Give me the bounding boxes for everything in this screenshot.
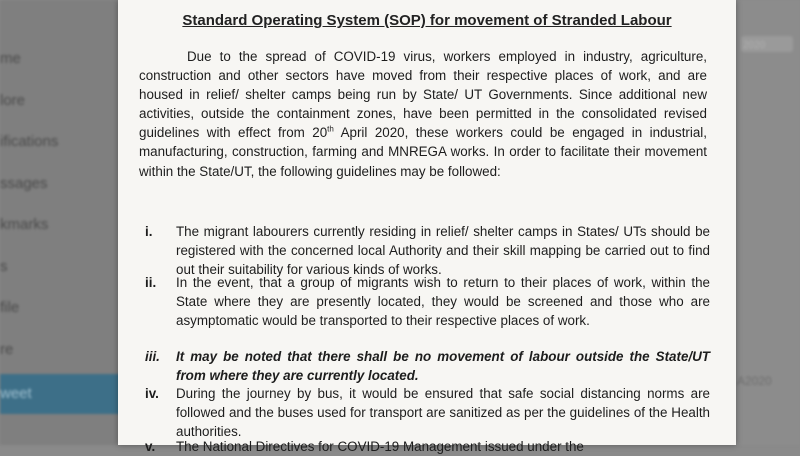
right-panel-code: A2020 bbox=[737, 374, 772, 388]
sidebar-item-profile[interactable]: file bbox=[0, 299, 20, 316]
list-item-number: iii. bbox=[145, 349, 160, 364]
sidebar-item-explore[interactable]: lore bbox=[0, 92, 26, 109]
list-item-text: The migrant labourers currently residing in relief/ shelter camps in States/ UTs should be registered with the concerned local Authority and their skill mapping be carried out to find out their suitability for various kinds of works. bbox=[176, 224, 710, 278]
sidebar-item-messages[interactable]: ssages bbox=[0, 175, 48, 192]
list-item-number: ii. bbox=[145, 275, 157, 290]
intro-text-part1: Due to the spread of COVID-19 virus, workers employed in industry, agriculture, construction and other sectors have moved from their respective places of work, and are housed in relief/ shelter camps being run by State/ UT Governments. Since additional new activities, outside the containment zones, have been permitted in the consolidated revised guidelines with effect from 20 bbox=[139, 49, 707, 141]
document-title: Standard Operating System (SOP) for movement of Stranded Labour bbox=[182, 12, 672, 29]
list-item-number: iv. bbox=[145, 386, 159, 401]
list-item-text: In the event, that a group of migrants wish to return to their places of work, within the State where they are presently located, they would be screened and those who are asymptomatic would be transported to their respective places of work. bbox=[176, 275, 710, 329]
list-item-text: It may be noted that there shall be no movement of labour outside the State/UT from where they are currently located. bbox=[176, 349, 710, 384]
intro-text-part2: April 2020, these workers could be engaged in industrial, manufacturing, construction, farming and MNREGA works. In order to facilitate their movement within the State/UT, the following guidelines may be followed: bbox=[139, 125, 707, 179]
sidebar-item-lists[interactable]: s bbox=[0, 258, 8, 275]
sidebar-item-notifications[interactable]: ifications bbox=[0, 133, 59, 150]
document-page bbox=[118, 0, 736, 454]
sidebar-item-bookmarks[interactable]: kmarks bbox=[0, 216, 49, 233]
sidebar-item-more[interactable]: re bbox=[0, 341, 14, 358]
list-item-number: i. bbox=[145, 224, 153, 239]
list-item-number: v. bbox=[145, 439, 156, 454]
sidebar-item-home[interactable]: me bbox=[0, 50, 21, 67]
right-panel bbox=[735, 0, 800, 445]
list-item-text: The National Directives for COVID-19 Management issued under the bbox=[176, 439, 584, 454]
list-item-text: During the journey by bus, it would be ensured that safe social distancing norms are followed and the buses used for transport are sanitized as per the guidelines of the Health authorities. bbox=[176, 386, 710, 440]
tweet-button[interactable]: weet bbox=[0, 374, 140, 414]
intro-superscript: th bbox=[327, 124, 334, 134]
right-panel-badge-text: 2020 bbox=[743, 40, 766, 51]
intro-paragraph bbox=[139, 47, 707, 181]
